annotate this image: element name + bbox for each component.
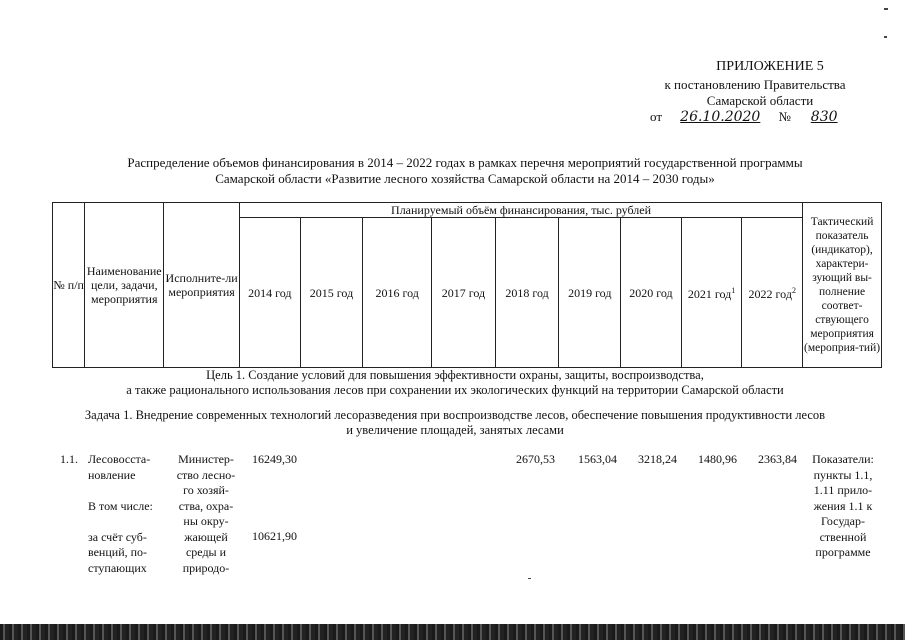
col-header-num: № п/п bbox=[53, 203, 85, 368]
row-executor-line: среды и bbox=[185, 545, 227, 559]
row-executor-line: жающей bbox=[184, 529, 228, 544]
row-name-line: ступающих bbox=[88, 560, 147, 575]
goal-line-2: а также рационального использования лесов при сохранении их экологических функций на территории Самарской области bbox=[126, 383, 784, 397]
year-header-2022 bbox=[742, 218, 803, 368]
year-header-2021 bbox=[681, 218, 742, 368]
row-indicator-line: пункты 1.1, bbox=[813, 467, 873, 482]
scan-speck bbox=[884, 36, 887, 38]
row-name-line: новление bbox=[88, 467, 136, 482]
task-line-2: и увеличение площадей, занятых лесами bbox=[346, 423, 564, 437]
row-name-line: В том числе: bbox=[88, 498, 153, 513]
col-header-indicator: Тактический показатель (индикатор), характери-зующий вы-полнение соответ-ствующего мероприятия (мероприя-тий) bbox=[803, 203, 882, 368]
year-header-2015: 2015 год bbox=[300, 218, 363, 368]
appendix-date-line bbox=[650, 109, 854, 125]
col-header-name: Наименование цели, задачи, мероприятия bbox=[85, 203, 164, 368]
row-indicator-line: ственной bbox=[819, 529, 867, 544]
goal-line-1: Цель 1. Создание условий для повышения эффективности охраны, защиты, воспроизводства, bbox=[206, 368, 704, 382]
from-label: от bbox=[650, 109, 663, 124]
task-line-1: Задача 1. Внедрение современных технологий лесоразведения при воспроизводстве лесов, обеспечение повышения продуктивности лесов bbox=[84, 408, 826, 422]
row-value-2018: 2670,53 bbox=[516, 452, 555, 466]
row-executor bbox=[168, 452, 244, 576]
row-name-line: венций, по- bbox=[88, 545, 148, 559]
task-1 bbox=[60, 408, 850, 438]
year-header-2019: 2019 год bbox=[559, 218, 621, 368]
number-label: № bbox=[778, 109, 791, 124]
scan-edge-bar bbox=[0, 624, 905, 640]
row-indicator-line: Государ- bbox=[820, 514, 866, 528]
year-header-2016: 2016 год bbox=[363, 218, 432, 368]
year-header-2018: 2018 год bbox=[495, 218, 559, 368]
financing-table-header bbox=[52, 202, 882, 368]
row-name-line: Лесовосста- bbox=[88, 452, 151, 466]
row-executor-line: го хозяй- bbox=[183, 483, 229, 497]
year-header-2017: 2017 год bbox=[432, 218, 496, 368]
row-subvention-value: 10621,90 bbox=[252, 529, 297, 543]
appendix-line-2: к постановлению Правительства bbox=[664, 77, 846, 92]
row-executor-line: ство лесно- bbox=[176, 467, 236, 482]
row-name-line bbox=[88, 483, 166, 499]
row-indicator-line: 1.11 прило- bbox=[813, 483, 873, 497]
row-executor-line: ства, охра- bbox=[178, 498, 234, 513]
row-total-value: 16249,30 bbox=[252, 452, 297, 466]
year-header-2020: 2020 год bbox=[621, 218, 682, 368]
row-value-2022: 2363,84 bbox=[758, 452, 797, 466]
row-indicator-line: Показатели: bbox=[812, 452, 874, 466]
row-number: 1.1. bbox=[60, 452, 78, 466]
goal-1 bbox=[60, 368, 850, 398]
handwritten-date: 26.10.2020 bbox=[680, 109, 761, 125]
footnote-2-mark: 2 bbox=[791, 286, 796, 295]
year-header-2014: 2014 год bbox=[240, 218, 301, 368]
footnote-1-mark: 1 bbox=[731, 286, 736, 295]
col-header-executor: Исполните-ли мероприятия bbox=[164, 203, 240, 368]
row-value-2020: 3218,24 bbox=[638, 452, 677, 466]
row-executor-line: природо- bbox=[182, 560, 230, 575]
row-name-line: за счёт суб- bbox=[88, 529, 147, 544]
appendix-title: ПРИЛОЖЕНИЕ 5 bbox=[716, 59, 824, 74]
row-executor-line: Министер- bbox=[178, 452, 234, 466]
row-value-2021: 1480,96 bbox=[698, 452, 737, 466]
document-title bbox=[40, 155, 890, 187]
row-indicator-line: программе bbox=[815, 545, 871, 559]
row-indicator-line: жения 1.1 к bbox=[813, 498, 873, 513]
row-executor-line: ны окру- bbox=[183, 514, 229, 528]
scan-speck bbox=[884, 8, 888, 10]
row-value-2019: 1563,04 bbox=[578, 452, 617, 466]
handwritten-number: 830 bbox=[810, 109, 838, 125]
scan-speck bbox=[528, 578, 531, 579]
title-line-2: Самарской области «Развитие лесного хозяйства Самарской области на 2014 – 2030 годы» bbox=[215, 171, 715, 186]
title-line-1: Распределение объемов финансирования в 2014 – 2022 годах в рамках перечня мероприятий государственной программы bbox=[127, 155, 803, 170]
col-header-financing: Планируемый объём финансирования, тыс. рублей bbox=[240, 203, 803, 218]
row-indicator bbox=[803, 452, 883, 561]
appendix-line-3: Самарской области bbox=[706, 93, 814, 108]
year-2022-label: 2022 год bbox=[748, 287, 792, 301]
year-2021-label: 2021 год bbox=[687, 287, 732, 301]
row-name bbox=[88, 452, 166, 576]
row-name-line bbox=[88, 514, 166, 530]
